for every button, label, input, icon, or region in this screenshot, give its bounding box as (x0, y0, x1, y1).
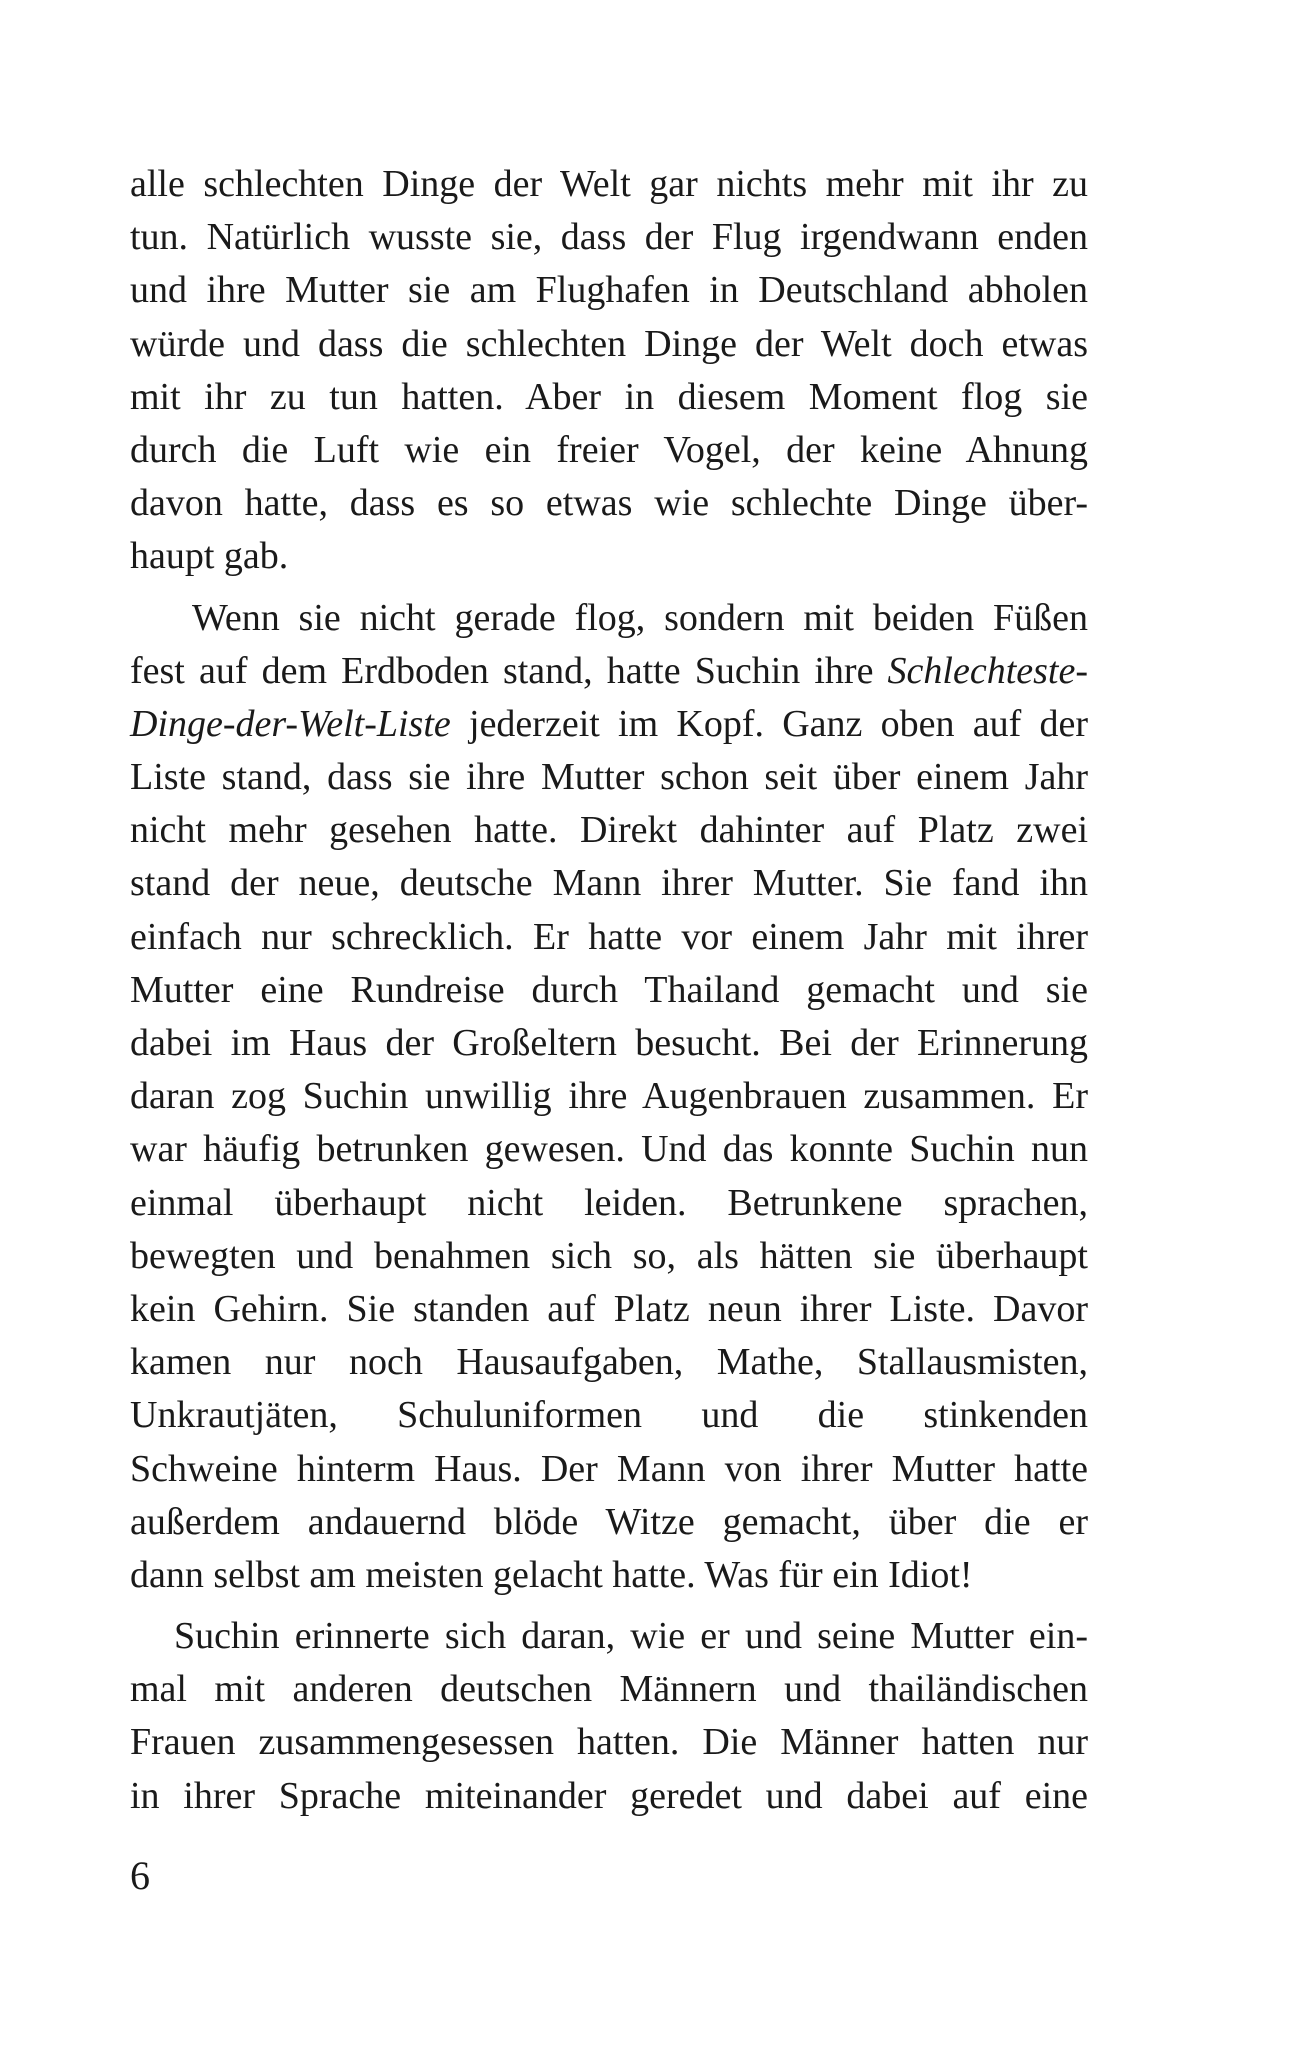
text-line: und ihre Mutter sie am Flughafen in Deutschland abholen (130, 269, 1088, 312)
text-line: war häufig betrunken gewesen. Und das konnte Suchin nun (130, 1128, 1088, 1171)
text-line: in ihrer Sprache miteinander geredet und dabei auf eine (130, 1774, 1088, 1817)
paragraph-3 (130, 1610, 1088, 1823)
text-line: kein Gehirn. Sie standen auf Platz neun ihrer Liste. Davor (130, 1287, 1088, 1330)
page-number: 6 (130, 1853, 150, 1898)
text-line: Frauen zusammengesessen hatten. Die Männer hatten nur (130, 1721, 1088, 1764)
text-line: Mutter eine Rundreise durch Thailand gemacht und sie (130, 968, 1088, 1011)
text-line: daran zog Suchin unwillig ihre Augenbrauen zusammen. Er (130, 1075, 1088, 1118)
text-line: durch die Luft wie ein freier Vogel, der keine Ahnung (130, 428, 1088, 471)
text-line (130, 698, 1088, 751)
text-run: fest auf dem Erdboden stand, hatte Suchin ihre (130, 649, 888, 692)
text-run: jederzeit im Kopf. Ganz oben auf der (450, 702, 1088, 745)
text-line: Unkrautjäten, Schuluniformen und die stinkenden (130, 1394, 1088, 1437)
text-line: bewegten und benahmen sich so, als hätten sie überhaupt (130, 1234, 1088, 1277)
text-line: dann selbst am meisten gelacht hatte. Was für ein Idiot! (130, 1553, 973, 1596)
body-text (130, 158, 1088, 1823)
text-line: Suchin erinnerte sich daran, wie er und seine Mutter ein- (174, 1615, 1088, 1658)
text-line: würde und dass die schlechten Dinge der Welt doch etwas (130, 322, 1088, 365)
list-title-italic: Dinge-der-Welt-Liste (130, 702, 451, 745)
list-title-italic: Schlechteste- (887, 649, 1088, 692)
text-line: Wenn sie nicht gerade flog, sondern mit beiden Füßen (192, 596, 1088, 639)
text-line: Schweine hinterm Haus. Der Mann von ihrer Mutter hatte (130, 1447, 1088, 1490)
text-line: außerdem andauernd blöde Witze gemacht, über die er (130, 1500, 1088, 1543)
text-line (130, 645, 1088, 698)
text-line: Liste stand, dass sie ihre Mutter schon seit über einem Jahr (130, 756, 1088, 799)
text-line: alle schlechten Dinge der Welt gar nichts mehr mit ihr zu (130, 163, 1088, 205)
text-line: haupt gab. (130, 535, 289, 578)
text-line: nicht mehr gesehen hatte. Direkt dahinter auf Platz zwei (130, 809, 1088, 852)
paragraph-2 (130, 592, 1088, 1603)
text-line: stand der neue, deutsche Mann ihrer Mutter. Sie fand ihn (130, 862, 1088, 905)
paragraph-1 (130, 158, 1088, 584)
text-line: tun. Natürlich wusste sie, dass der Flug irgendwann enden (130, 216, 1088, 259)
text-line: davon hatte, dass es so etwas wie schlechte Dinge über- (130, 482, 1088, 525)
text-line: dabei im Haus der Großeltern besucht. Bei der Erinnerung (130, 1022, 1088, 1064)
text-line: einmal überhaupt nicht leiden. Betrunkene sprachen, (130, 1181, 1088, 1224)
text-line: einfach nur schrecklich. Er hatte vor einem Jahr mit ihrer (130, 915, 1088, 958)
text-line: mal mit anderen deutschen Männern und thailändischen (130, 1668, 1088, 1711)
text-line: kamen nur noch Hausaufgaben, Mathe, Stallausmisten, (130, 1341, 1088, 1384)
text-line: mit ihr zu tun hatten. Aber in diesem Moment flog sie (130, 375, 1088, 418)
